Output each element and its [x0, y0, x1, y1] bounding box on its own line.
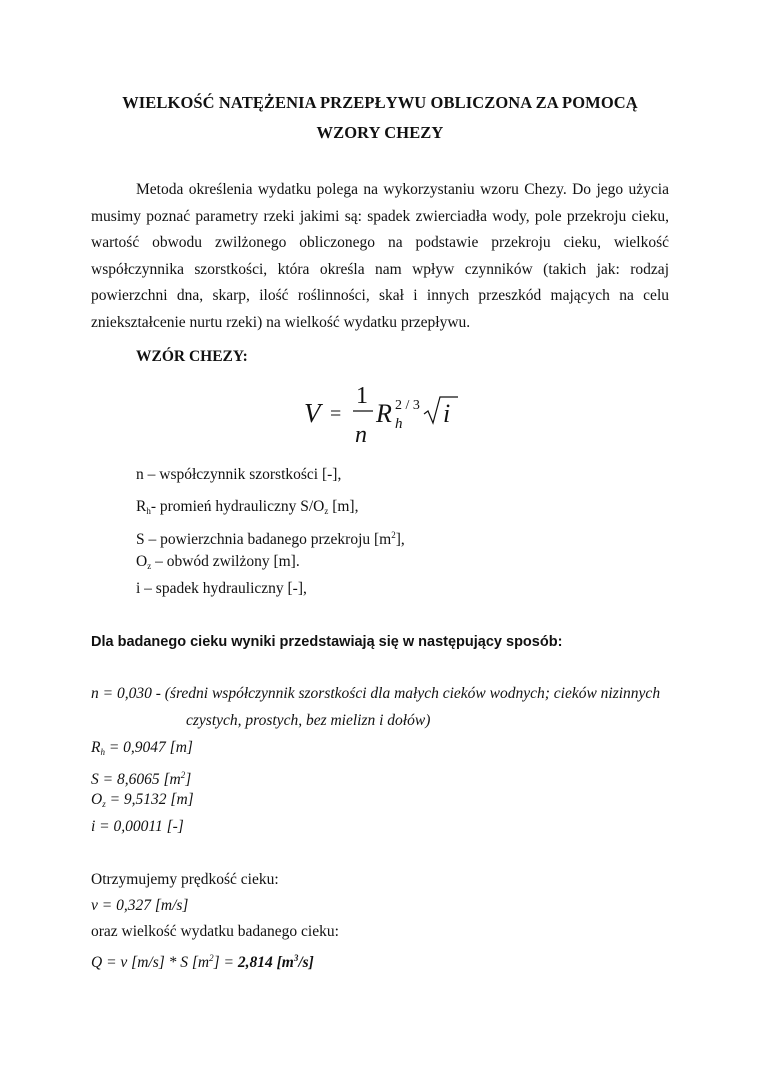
s-superscript: 2 — [391, 530, 396, 540]
velocity-label: Otrzymujemy prędkość cieku: — [91, 871, 279, 888]
discharge-expression — [91, 948, 314, 973]
result-rh — [91, 738, 193, 762]
oz-description: – obwód zwilżony [m]. — [151, 553, 300, 570]
result-s-value: S = 8,6065 [m — [91, 771, 181, 788]
formula-base-subscript: h — [395, 416, 403, 432]
formula-denominator: n — [355, 422, 367, 448]
document-title-line-2: WZORY CHEZY — [316, 123, 444, 142]
rh-unit: [m], — [328, 498, 359, 515]
result-s — [91, 765, 191, 790]
result-oz — [91, 790, 194, 814]
definition-s — [136, 525, 405, 550]
formula-numerator: 1 — [356, 383, 368, 409]
formula-heading: WZÓR CHEZY: — [136, 348, 248, 365]
result-n-line-1: n = 0,030 - (średni współczynnik szorstkości dla małych cieków wodnych; cieków nizinnych — [91, 685, 661, 702]
discharge-expr-superscript: 2 — [209, 953, 214, 963]
result-rh-symbol: R — [91, 739, 101, 756]
rh-subscript: h — [146, 506, 151, 516]
rh-symbol: R — [136, 498, 147, 515]
formula-base: R — [376, 399, 392, 428]
formula-lhs: V — [304, 398, 321, 428]
oz-symbol: O — [136, 553, 148, 570]
results-heading: Dla badanego cieku wyniki przedstawiają się w następujący sposób: — [91, 634, 563, 650]
discharge-expr-mid: ] = — [213, 954, 238, 971]
definition-oz — [136, 552, 300, 576]
discharge-label: oraz wielkość wydatku badanego cieku: — [91, 923, 339, 940]
discharge-result-end: /s] — [298, 954, 314, 971]
discharge-result — [238, 954, 314, 971]
definition-i: i – spadek hydrauliczny [-], — [136, 580, 307, 597]
square-root-sign — [424, 397, 458, 423]
rh-oz-subscript: z — [324, 506, 329, 516]
result-rh-value: = 0,9047 [m] — [104, 739, 193, 756]
discharge-expr-start: Q = v [m/s] * S [m — [91, 954, 210, 971]
discharge-result-start: 2,814 [m — [237, 954, 294, 971]
result-oz-value: = 9,5132 [m] — [105, 791, 194, 808]
result-s-superscript: 2 — [180, 770, 186, 780]
s-end: ], — [395, 531, 405, 548]
definition-n: n – współczynnik szorstkości [-], — [136, 466, 342, 483]
definition-rh — [136, 497, 358, 521]
formula-exponent: 2 / 3 — [395, 398, 420, 413]
result-oz-subscript: z — [102, 799, 106, 809]
s-description: S – powierzchnia badanego przekroju [m — [136, 531, 392, 548]
oz-subscript: z — [147, 561, 152, 571]
rh-description: - promień hydrauliczny S/O — [150, 498, 325, 515]
formula-equals: = — [330, 403, 342, 425]
velocity-value: v = 0,327 [m/s] — [91, 897, 189, 914]
chezy-formula — [300, 378, 470, 450]
result-rh-subscript: h — [100, 747, 105, 757]
result-s-end: ] — [185, 771, 192, 788]
result-i: i = 0,00011 [-] — [91, 818, 184, 835]
formula-radicand: i — [443, 399, 451, 428]
result-n-line-2: czystych, prostych, bez mielizn i dołów) — [186, 712, 431, 729]
discharge-result-superscript: 3 — [293, 953, 299, 963]
document-title-line-1: WIELKOŚĆ NATĘŻENIA PRZEPŁYWU OBLICZONA ZA POMOCĄ — [122, 93, 638, 112]
intro-paragraph: Metoda określenia wydatku polega na wykorzystaniu wzoru Chezy. Do jego użycia musimy poznać parametry rzeki jakimi są: spadek zwierciadła wody, pole przekroju cieku, wartość obwodu zwilżonego obliczonego na podstawie przekroju cieku, wielkość współczynnika szorstkości, która określa nam wpływ czynników (takich jak: rodzaj powierzchni dna, skarp, ilość roślinności, skał i innych przeszkód mających na celu zniekształcenie nurtu rzeki) na wielkość wydatku przepływu. — [91, 181, 669, 331]
result-oz-symbol: O — [91, 791, 103, 808]
